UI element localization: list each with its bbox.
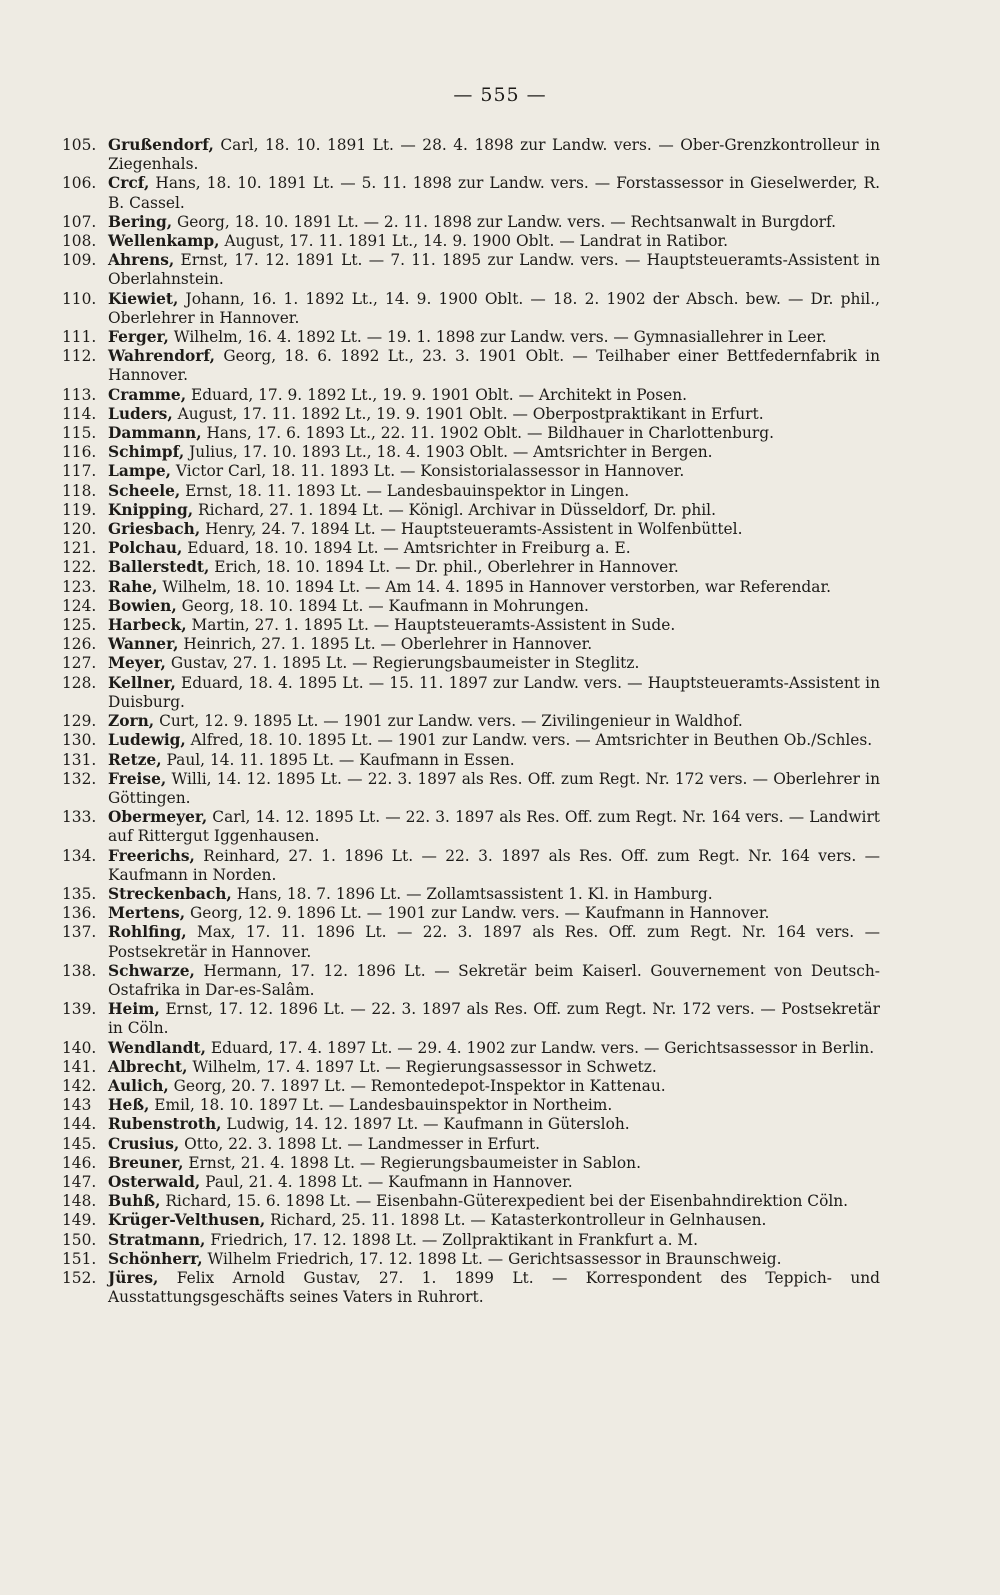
entry-details: August, 17. 11. 1891 Lt., 14. 9. 1900 Oblt. — Landrat in Ratibor. <box>219 232 729 251</box>
list-item <box>62 674 880 712</box>
list-item <box>62 712 880 731</box>
entry-surname: Zorn, <box>108 712 155 731</box>
list-item <box>62 232 880 251</box>
entry-body <box>108 251 880 289</box>
entry-details: Wilhelm, 17. 4. 1897 Lt. — Regierungsassessor in Schwetz. <box>187 1057 657 1076</box>
entry-body <box>108 539 880 558</box>
list-item <box>62 290 880 328</box>
entry-number: 115. <box>62 424 97 443</box>
entry-body <box>108 290 880 328</box>
entry-body <box>108 674 880 712</box>
entry-details: Emil, 18. 10. 1897 Lt. — Landesbauinspektor in Northeim. <box>149 1096 613 1115</box>
entry-details: Eduard, 17. 9. 1892 Lt., 19. 9. 1901 Oblt. — Architekt in Posen. <box>186 385 688 404</box>
entry-details: Richard, 25. 11. 1898 Lt. — Katasterkontrolleur in Gelnhausen. <box>265 1211 767 1230</box>
entry-details: Georg, 20. 7. 1897 Lt. — Remontedepot-Inspektor in Kattenau. <box>168 1076 666 1095</box>
entry-body <box>108 1077 880 1096</box>
entry-number: 124. <box>62 596 97 615</box>
entry-body <box>108 597 880 616</box>
entry-number: 128. <box>62 673 97 692</box>
entry-details: Heinrich, 27. 1. 1895 Lt. — Oberlehrer in Hannover. <box>178 635 593 654</box>
entry-details: Ernst, 17. 12. 1891 Lt. — 7. 11. 1895 zur Landw. vers. — Hauptsteueramts-Assistent in Oberlahnstein. <box>108 251 880 289</box>
entry-list <box>62 136 880 1307</box>
list-item <box>62 386 880 405</box>
entry-body <box>108 712 880 731</box>
list-item <box>62 1135 880 1154</box>
entry-body <box>108 731 880 750</box>
list-item <box>62 328 880 347</box>
list-item <box>62 1039 880 1058</box>
entry-surname: Luders, <box>108 404 173 423</box>
entry-number: 129. <box>62 712 97 731</box>
entry-body <box>108 328 880 347</box>
entry-surname: Knipping, <box>108 500 194 519</box>
list-item <box>62 482 880 501</box>
entry-body <box>108 847 880 885</box>
entry-number: 114. <box>62 404 97 423</box>
entry-details: Georg, 18. 6. 1892 Lt., 23. 3. 1901 Oblt. — Teilhaber einer Bettfedernfabrik in Hannover. <box>108 347 880 385</box>
entry-surname: Scheele, <box>108 481 181 500</box>
entry-surname: Obermeyer, <box>108 808 208 827</box>
entry-body <box>108 1000 880 1038</box>
entry-surname: Kiewiet, <box>108 289 179 308</box>
entry-surname: Heß, <box>108 1096 150 1115</box>
entry-body <box>108 1135 880 1154</box>
entry-number: 120. <box>62 520 97 539</box>
entry-surname: Meyer, <box>108 654 166 673</box>
entry-number: 147. <box>62 1172 97 1191</box>
list-item <box>62 558 880 577</box>
entry-surname: Wellenkamp, <box>108 232 220 251</box>
entry-surname: Freise, <box>108 769 167 788</box>
entry-number: 152. <box>62 1268 97 1287</box>
entry-number: 118. <box>62 481 97 500</box>
entry-surname: Wahrendorf, <box>108 347 215 366</box>
list-item <box>62 174 880 212</box>
entry-body <box>108 1096 880 1115</box>
entry-number: 111. <box>62 328 97 347</box>
entry-number: 136. <box>62 904 97 923</box>
entry-details: Friedrich, 17. 12. 1898 Lt. — Zollpraktikant in Frankfurt a. M. <box>205 1230 699 1249</box>
entry-details: Erich, 18. 10. 1894 Lt. — Dr. phil., Oberlehrer in Hannover. <box>209 558 679 577</box>
list-item <box>62 962 880 1000</box>
entry-surname: Rohlfing, <box>108 923 187 942</box>
list-item <box>62 443 880 462</box>
entry-number: 109. <box>62 251 97 270</box>
entry-details: Georg, 18. 10. 1894 Lt. — Kaufmann in Mohrungen. <box>176 596 589 615</box>
entry-number: 116. <box>62 443 97 462</box>
list-item <box>62 923 880 961</box>
entry-surname: Dammann, <box>108 424 202 443</box>
list-item <box>62 1154 880 1173</box>
entry-number: 151. <box>62 1249 97 1268</box>
list-item <box>62 501 880 520</box>
entry-details: Gustav, 27. 1. 1895 Lt. — Regierungsbaumeister in Steglitz. <box>165 654 640 673</box>
entry-surname: Buhß, <box>108 1192 161 1211</box>
entry-body <box>108 1058 880 1077</box>
entry-details: Paul, 14. 11. 1895 Lt. — Kaufmann in Essen. <box>161 750 515 769</box>
entry-body <box>108 501 880 520</box>
entry-body <box>108 1211 880 1230</box>
list-item <box>62 1173 880 1192</box>
entry-number: 112. <box>62 347 97 366</box>
entry-number: 137. <box>62 923 97 942</box>
entry-details: Max, 17. 11. 1896 Lt. — 22. 3. 1897 als Res. Off. zum Regt. Nr. 164 vers. — Postsekretär in Hannover. <box>108 923 880 961</box>
list-item <box>62 1250 880 1269</box>
entry-body <box>108 1154 880 1173</box>
entry-surname: Retze, <box>108 750 162 769</box>
entry-number: 125. <box>62 616 97 635</box>
entry-number: 146. <box>62 1153 97 1172</box>
list-item <box>62 578 880 597</box>
entry-details: Wilhelm Friedrich, 17. 12. 1898 Lt. — Gerichtsassessor in Braunschweig. <box>202 1249 782 1268</box>
list-item <box>62 136 880 174</box>
entry-number: 108. <box>62 232 97 251</box>
entry-number: 148. <box>62 1192 97 1211</box>
list-item <box>62 405 880 424</box>
entry-body <box>108 136 880 174</box>
entry-body <box>108 232 880 251</box>
list-item <box>62 1058 880 1077</box>
entry-details: Curt, 12. 9. 1895 Lt. — 1901 zur Landw. vers. — Zivilingenieur in Waldhof. <box>154 712 743 731</box>
entry-details: Reinhard, 27. 1. 1896 Lt. — 22. 3. 1897 als Res. Off. zum Regt. Nr. 164 vers. — Kaufmann in Norden. <box>108 846 880 884</box>
entry-surname: Harbeck, <box>108 616 187 635</box>
list-item <box>62 885 880 904</box>
entry-details: Hans, 17. 6. 1893 Lt., 22. 11. 1902 Oblt. — Bildhauer in Charlottenburg. <box>201 424 774 443</box>
entry-surname: Jüres, <box>108 1268 159 1287</box>
entry-surname: Rubenstroth, <box>108 1115 222 1134</box>
entry-surname: Crcf, <box>108 174 150 193</box>
entry-body <box>108 808 880 846</box>
entry-details: Hans, 18. 10. 1891 Lt. — 5. 11. 1898 zur Landw. vers. — Forstassessor in Gieselwerder, R. B. Cassel. <box>108 174 880 212</box>
entry-details: Georg, 18. 10. 1891 Lt. — 2. 11. 1898 zur Landw. vers. — Rechtsanwalt in Burgdorf. <box>172 212 837 231</box>
entry-surname: Heim, <box>108 1000 160 1019</box>
list-item <box>62 539 880 558</box>
entry-body <box>108 1250 880 1269</box>
entry-number: 119. <box>62 500 97 519</box>
entry-body <box>108 462 880 481</box>
entry-number: 141. <box>62 1057 97 1076</box>
page-number: — 555 — <box>453 84 547 106</box>
entry-body <box>108 213 880 232</box>
entry-body <box>108 635 880 654</box>
entry-surname: Mertens, <box>108 904 186 923</box>
entry-body <box>108 482 880 501</box>
entry-body <box>108 1115 880 1134</box>
entry-details: Wilhelm, 18. 10. 1894 Lt. — Am 14. 4. 1895 in Hannover verstorben, war Referendar. <box>157 577 832 596</box>
entry-surname: Schönherr, <box>108 1249 203 1268</box>
entry-surname: Schimpf, <box>108 443 185 462</box>
list-item <box>62 1096 880 1115</box>
entry-body <box>108 770 880 808</box>
entry-details: Ernst, 17. 12. 1896 Lt. — 22. 3. 1897 als Res. Off. zum Regt. Nr. 172 vers. — Postsekretär in Cöln. <box>108 1000 880 1038</box>
entry-surname: Grußendorf, <box>108 136 214 154</box>
list-item <box>62 635 880 654</box>
entry-details: Ernst, 21. 4. 1898 Lt. — Regierungsbaumeister in Sablon. <box>183 1153 641 1172</box>
entry-number: 135. <box>62 884 97 903</box>
entry-number: 132. <box>62 769 97 788</box>
entry-number: 150. <box>62 1230 97 1249</box>
entry-number: 113. <box>62 385 97 404</box>
entry-details: Eduard, 18. 4. 1895 Lt. — 15. 11. 1897 zur Landw. vers. — Hauptsteueramts-Assistent in Duisburg. <box>108 673 880 711</box>
list-item <box>62 616 880 635</box>
entry-surname: Polchau, <box>108 539 183 558</box>
entry-details: Willi, 14. 12. 1895 Lt. — 22. 3. 1897 als Res. Off. zum Regt. Nr. 172 vers. — Oberlehrer in Göttingen. <box>108 769 880 807</box>
entry-details: Johann, 16. 1. 1892 Lt., 14. 9. 1900 Oblt. — 18. 2. 1902 der Absch. bew. — Dr. phil., Oberlehrer in Hannover. <box>108 289 880 327</box>
list-item <box>62 1192 880 1211</box>
entry-number: 144. <box>62 1115 97 1134</box>
entry-surname: Schwarze, <box>108 961 195 980</box>
entry-number: 134. <box>62 846 97 865</box>
list-item <box>62 520 880 539</box>
entry-surname: Rahe, <box>108 577 158 596</box>
entry-details: August, 17. 11. 1892 Lt., 19. 9. 1901 Oblt. — Oberpostpraktikant in Erfurt. <box>172 404 764 423</box>
list-item <box>62 751 880 770</box>
entry-surname: Aulich, <box>108 1076 169 1095</box>
entry-surname: Kellner, <box>108 673 176 692</box>
entry-body <box>108 174 880 212</box>
entry-surname: Ferger, <box>108 328 169 347</box>
entry-body <box>108 443 880 462</box>
entry-details: Hermann, 17. 12. 1896 Lt. — Sekretär beim Kaiserl. Gouvernement von Deutsch-Ostafrika in Dar-es-Salâm. <box>108 961 880 999</box>
entry-number: 127. <box>62 654 97 673</box>
entry-details: Julius, 17. 10. 1893 Lt., 18. 4. 1903 Oblt. — Amtsrichter in Bergen. <box>184 443 713 462</box>
list-item <box>62 770 880 808</box>
entry-number: 149. <box>62 1211 97 1230</box>
entry-surname: Streckenbach, <box>108 884 232 903</box>
entry-body <box>108 424 880 443</box>
entry-number: 133. <box>62 808 97 827</box>
list-item <box>62 1115 880 1134</box>
list-item <box>62 731 880 750</box>
entry-surname: Krüger-Velthusen, <box>108 1211 266 1230</box>
entry-number: 145. <box>62 1134 97 1153</box>
entry-surname: Wanner, <box>108 635 179 654</box>
list-item <box>62 1211 880 1230</box>
entry-details: Hans, 18. 7. 1896 Lt. — Zollamtsassistent 1. Kl. in Hamburg. <box>231 884 713 903</box>
entry-details: Ludwig, 14. 12. 1897 Lt. — Kaufmann in Gütersloh. <box>221 1115 630 1134</box>
entry-body <box>108 578 880 597</box>
entry-number: 131. <box>62 750 97 769</box>
list-item <box>62 462 880 481</box>
entry-surname: Stratmann, <box>108 1230 206 1249</box>
entry-surname: Griesbach, <box>108 520 201 539</box>
entry-details: Paul, 21. 4. 1898 Lt. — Kaufmann in Hannover. <box>200 1172 573 1191</box>
entry-details: Wilhelm, 16. 4. 1892 Lt. — 19. 1. 1898 zur Landw. vers. — Gymnasiallehrer in Leer. <box>168 328 827 347</box>
list-item <box>62 1269 880 1307</box>
entry-surname: Ahrens, <box>108 251 175 270</box>
entry-body <box>108 1269 880 1307</box>
entry-body <box>108 654 880 673</box>
entry-details: Felix Arnold Gustav, 27. 1. 1899 Lt. — Korrespondent des Teppich- und Ausstattungsgeschäfts seines Vaters in Ruhrort. <box>108 1268 880 1307</box>
entry-number: 106. <box>62 174 97 193</box>
entry-body <box>108 1039 880 1058</box>
list-item <box>62 1077 880 1096</box>
entry-number: 139. <box>62 1000 97 1019</box>
list-item <box>62 424 880 443</box>
entry-details: Alfred, 18. 10. 1895 Lt. — 1901 zur Landw. vers. — Amtsrichter in Beuthen Ob./Schles. <box>185 731 873 750</box>
entry-surname: Albrecht, <box>108 1057 188 1076</box>
entry-body <box>108 1231 880 1250</box>
entry-number: 126. <box>62 635 97 654</box>
entry-surname: Ballerstedt, <box>108 558 210 577</box>
entry-details: Eduard, 17. 4. 1897 Lt. — 29. 4. 1902 zur Landw. vers. — Gerichtsassessor in Berlin. <box>206 1038 875 1057</box>
entry-number: 105. <box>62 136 97 154</box>
list-item <box>62 904 880 923</box>
entry-details: Carl, 14. 12. 1895 Lt. — 22. 3. 1897 als Res. Off. zum Regt. Nr. 164 vers. — Landwirt auf Rittergut Iggenhausen. <box>108 808 880 846</box>
entry-body <box>108 520 880 539</box>
entry-body <box>108 904 880 923</box>
entry-number: 110. <box>62 289 97 308</box>
entry-number: 142. <box>62 1076 97 1095</box>
entry-number: 107. <box>62 212 97 231</box>
entry-body <box>108 405 880 424</box>
entry-details: Ernst, 18. 11. 1893 Lt. — Landesbauinspektor in Lingen. <box>180 481 630 500</box>
entry-number: 130. <box>62 731 97 750</box>
entry-number: 121. <box>62 539 97 558</box>
entry-body <box>108 347 880 385</box>
entry-body <box>108 1192 880 1211</box>
entry-number: 123. <box>62 577 97 596</box>
entry-details: Richard, 27. 1. 1894 Lt. — Königl. Archivar in Düsseldorf, Dr. phil. <box>193 500 716 519</box>
list-item <box>62 654 880 673</box>
entry-details: Victor Carl, 18. 11. 1893 Lt. — Konsistorialassessor in Hannover. <box>171 462 685 481</box>
entry-number: 122. <box>62 558 97 577</box>
entry-surname: Bowien, <box>108 596 177 615</box>
entry-details: Richard, 15. 6. 1898 Lt. — Eisenbahn-Güterexpedient bei der Eisenbahndirektion Cöln. <box>160 1192 849 1211</box>
entry-details: Carl, 18. 10. 1891 Lt. — 28. 4. 1898 zur Landw. vers. — Ober-Grenzkontrolleur in Ziegenhals. <box>108 136 880 174</box>
entry-body <box>108 885 880 904</box>
entry-surname: Freerichs, <box>108 846 195 865</box>
entry-surname: Cramme, <box>108 385 187 404</box>
list-item <box>62 251 880 289</box>
entry-body <box>108 386 880 405</box>
list-item <box>62 213 880 232</box>
entry-body <box>108 616 880 635</box>
list-item <box>62 1231 880 1250</box>
entry-body <box>108 1173 880 1192</box>
entry-details: Martin, 27. 1. 1895 Lt. — Hauptsteueramts-Assistent in Sude. <box>186 616 676 635</box>
list-item <box>62 808 880 846</box>
entry-body <box>108 923 880 961</box>
entry-body <box>108 962 880 1000</box>
entry-surname: Wendlandt, <box>108 1038 207 1057</box>
entry-body <box>108 558 880 577</box>
entry-surname: Breuner, <box>108 1153 184 1172</box>
entry-surname: Crusius, <box>108 1134 180 1153</box>
entry-surname: Lampe, <box>108 462 171 481</box>
entry-details: Georg, 12. 9. 1896 Lt. — 1901 zur Landw. vers. — Kaufmann in Hannover. <box>185 904 770 923</box>
entry-number: 143 <box>62 1096 92 1115</box>
entry-details: Eduard, 18. 10. 1894 Lt. — Amtsrichter in Freiburg a. E. <box>182 539 631 558</box>
entry-number: 117. <box>62 462 97 481</box>
entry-surname: Ludewig, <box>108 731 186 750</box>
list-item <box>62 597 880 616</box>
list-item <box>62 847 880 885</box>
list-item <box>62 347 880 385</box>
entry-number: 140. <box>62 1038 97 1057</box>
entry-body <box>108 751 880 770</box>
entry-surname: Bering, <box>108 212 173 231</box>
entry-surname: Osterwald, <box>108 1172 201 1191</box>
entry-details: Henry, 24. 7. 1894 Lt. — Hauptsteueramts-Assistent in Wolfenbüttel. <box>200 520 743 539</box>
list-item <box>62 1000 880 1038</box>
entry-details: Otto, 22. 3. 1898 Lt. — Landmesser in Erfurt. <box>179 1134 541 1153</box>
entry-number: 138. <box>62 961 97 980</box>
